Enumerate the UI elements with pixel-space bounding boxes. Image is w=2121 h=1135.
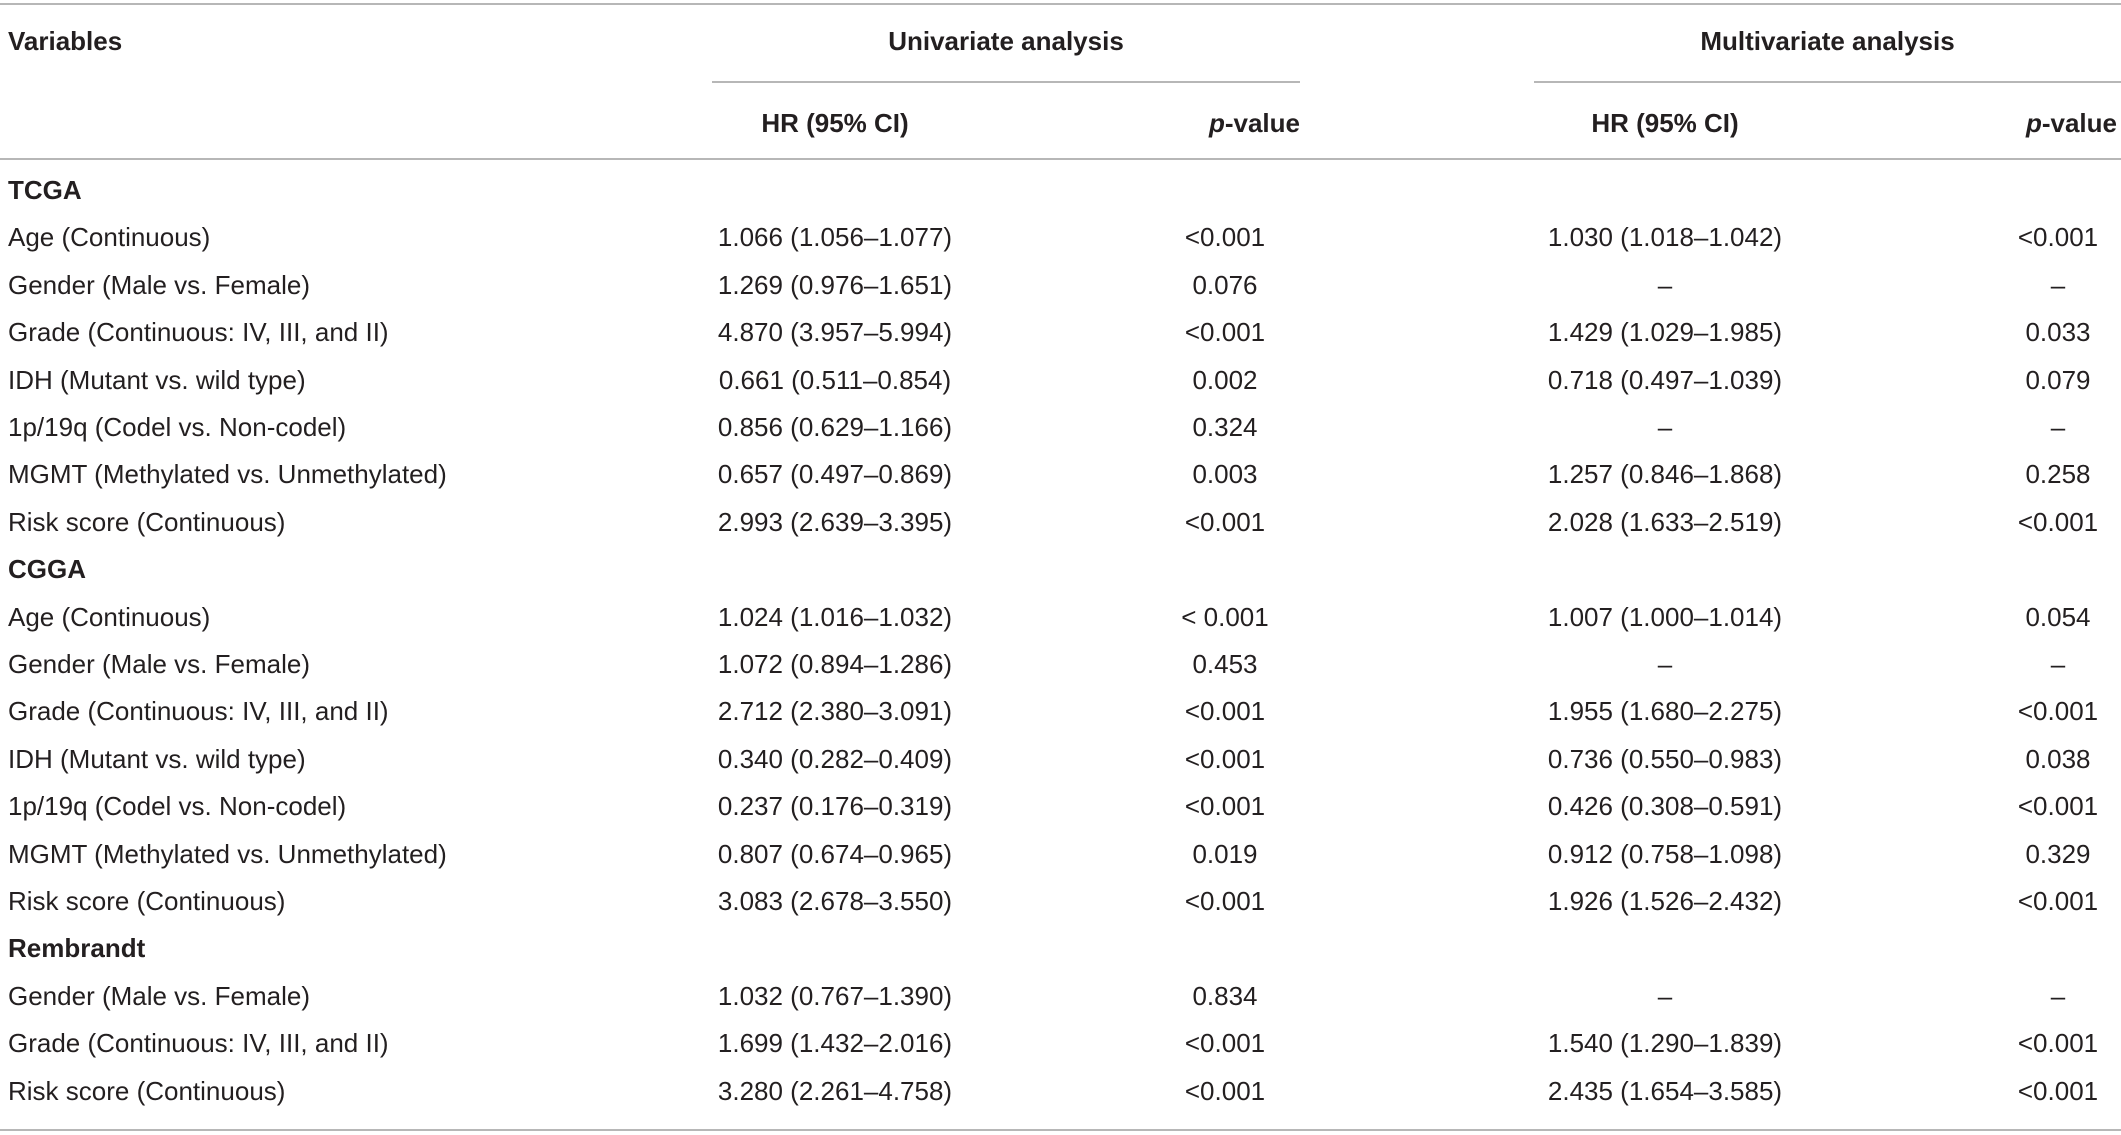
variable-cell: Age (Continuous) <box>8 602 211 632</box>
uni-hr-cell: 1.072 (0.894–1.286) <box>717 649 953 679</box>
variables-header: Variables <box>8 26 123 56</box>
uni-hr-cell: 0.856 (0.629–1.166) <box>717 412 953 442</box>
uni-p-header <box>1100 106 1300 140</box>
uni-hr-cell: 0.237 (0.176–0.319) <box>717 791 953 821</box>
multi-hr-header: HR (95% CI) <box>1591 108 1739 138</box>
uni-p-cell: 0.324 <box>1192 412 1258 442</box>
multi-p-cell: 0.258 <box>2025 459 2091 489</box>
uni-p-cell: <0.001 <box>1184 1076 1266 1106</box>
p-rest: -value <box>1224 108 1300 138</box>
variable-cell: 1p/19q (Codel vs. Non-codel) <box>8 412 347 442</box>
multi-hr-cell: 2.435 (1.654–3.585) <box>1547 1076 1783 1106</box>
uni-p-cell: <0.001 <box>1184 317 1266 347</box>
multi-p-cell: 0.329 <box>2025 839 2091 869</box>
multivariate-header: Multivariate analysis <box>1700 26 1955 56</box>
multi-p-cell: 0.033 <box>2025 317 2091 347</box>
uni-hr-cell: 4.870 (3.957–5.994) <box>717 317 953 347</box>
multi-hr-cell: 2.028 (1.633–2.519) <box>1547 507 1783 537</box>
uni-p-cell: <0.001 <box>1184 791 1266 821</box>
variable-cell: Gender (Male vs. Female) <box>8 981 310 1011</box>
multi-p-cell: <0.001 <box>2017 507 2099 537</box>
variable-cell: Gender (Male vs. Female) <box>8 270 310 300</box>
multi-p-cell: <0.001 <box>2017 1076 2099 1106</box>
multi-hr-cell: 1.007 (1.000–1.014) <box>1547 602 1783 632</box>
uni-p-cell: 0.076 <box>1192 270 1258 300</box>
section-heading: Rembrandt <box>8 933 146 963</box>
variable-cell: MGMT (Methylated vs. Unmethylated) <box>8 459 447 489</box>
uni-hr-cell: 1.024 (1.016–1.032) <box>717 602 953 632</box>
multi-p-cell: <0.001 <box>2017 886 2099 916</box>
variable-cell: Grade (Continuous: IV, III, and II) <box>8 317 389 347</box>
multi-hr-cell: – <box>1657 412 1673 442</box>
uni-p-cell: <0.001 <box>1184 222 1266 252</box>
multi-hr-cell: – <box>1657 981 1673 1011</box>
multi-hr-cell: 1.257 (0.846–1.868) <box>1547 459 1783 489</box>
multi-hr-cell: 1.429 (1.029–1.985) <box>1547 317 1783 347</box>
uni-hr-cell: 3.083 (2.678–3.550) <box>717 886 953 916</box>
variable-cell: Age (Continuous) <box>8 222 211 252</box>
uni-hr-cell: 3.280 (2.261–4.758) <box>717 1076 953 1106</box>
uni-p-cell: 0.019 <box>1192 839 1258 869</box>
uni-hr-cell: 2.993 (2.639–3.395) <box>717 507 953 537</box>
multi-p-cell: 0.054 <box>2025 602 2091 632</box>
multi-p-cell: – <box>2050 649 2066 679</box>
variable-cell: MGMT (Methylated vs. Unmethylated) <box>8 839 447 869</box>
variable-cell: IDH (Mutant vs. wild type) <box>8 744 306 774</box>
uni-p-cell: 0.003 <box>1192 459 1258 489</box>
multi-hr-cell: 1.955 (1.680–2.275) <box>1547 696 1783 726</box>
uni-p-cell: <0.001 <box>1184 744 1266 774</box>
multi-hr-cell: 0.426 (0.308–0.591) <box>1547 791 1783 821</box>
multi-hr-cell: 0.912 (0.758–1.098) <box>1547 839 1783 869</box>
p-rest: -value <box>2041 108 2117 138</box>
uni-hr-cell: 0.340 (0.282–0.409) <box>717 744 953 774</box>
uni-hr-cell: 0.807 (0.674–0.965) <box>717 839 953 869</box>
p-italic: p <box>2025 108 2042 138</box>
variable-cell: 1p/19q (Codel vs. Non-codel) <box>8 791 347 821</box>
variable-cell: Gender (Male vs. Female) <box>8 649 310 679</box>
uni-p-cell: <0.001 <box>1184 1028 1266 1058</box>
multi-p-header <box>1921 106 2117 140</box>
uni-hr-cell: 0.657 (0.497–0.869) <box>717 459 953 489</box>
multi-p-cell: <0.001 <box>2017 222 2099 252</box>
multi-p-cell: – <box>2050 412 2066 442</box>
variable-cell: Risk score (Continuous) <box>8 1076 286 1106</box>
univariate-header: Univariate analysis <box>888 26 1124 56</box>
multi-hr-cell: 0.736 (0.550–0.983) <box>1547 744 1783 774</box>
multi-p-cell: <0.001 <box>2017 791 2099 821</box>
multi-hr-cell: 1.926 (1.526–2.432) <box>1547 886 1783 916</box>
variable-cell: Risk score (Continuous) <box>8 507 286 537</box>
multi-hr-cell: – <box>1657 270 1673 300</box>
multi-p-cell: – <box>2050 270 2066 300</box>
uni-hr-cell: 1.699 (1.432–2.016) <box>717 1028 953 1058</box>
uni-p-cell: <0.001 <box>1184 886 1266 916</box>
header-bottom-rule <box>0 158 2121 160</box>
uni-p-cell: 0.834 <box>1192 981 1258 1011</box>
top-rule <box>0 3 2121 5</box>
multivariate-underline <box>1534 81 2121 83</box>
uni-p-cell: <0.001 <box>1184 696 1266 726</box>
variable-cell: Grade (Continuous: IV, III, and II) <box>8 1028 389 1058</box>
multi-p-cell: <0.001 <box>2017 1028 2099 1058</box>
uni-p-cell: 0.453 <box>1192 649 1258 679</box>
uni-p-cell: < 0.001 <box>1181 602 1269 632</box>
multi-hr-cell: 1.540 (1.290–1.839) <box>1547 1028 1783 1058</box>
multi-p-cell: <0.001 <box>2017 696 2099 726</box>
uni-hr-header: HR (95% CI) <box>761 108 909 138</box>
uni-p-cell: 0.002 <box>1192 365 1258 395</box>
variable-cell: Risk score (Continuous) <box>8 886 286 916</box>
section-heading: TCGA <box>8 175 82 205</box>
uni-hr-cell: 1.269 (0.976–1.651) <box>717 270 953 300</box>
uni-hr-cell: 1.032 (0.767–1.390) <box>717 981 953 1011</box>
variable-cell: IDH (Mutant vs. wild type) <box>8 365 306 395</box>
bottom-rule <box>0 1129 2121 1131</box>
uni-hr-cell: 0.661 (0.511–0.854) <box>718 365 952 395</box>
variable-cell: Grade (Continuous: IV, III, and II) <box>8 696 389 726</box>
multi-hr-cell: 0.718 (0.497–1.039) <box>1547 365 1783 395</box>
p-italic: p <box>1208 108 1225 138</box>
uni-hr-cell: 2.712 (2.380–3.091) <box>717 696 953 726</box>
uni-p-cell: <0.001 <box>1184 507 1266 537</box>
univariate-underline <box>712 81 1300 83</box>
multi-hr-cell: 1.030 (1.018–1.042) <box>1547 222 1783 252</box>
uni-hr-cell: 1.066 (1.056–1.077) <box>717 222 953 252</box>
multi-p-cell: – <box>2050 981 2066 1011</box>
multi-p-cell: 0.038 <box>2025 744 2091 774</box>
multi-p-cell: 0.079 <box>2025 365 2091 395</box>
multi-hr-cell: – <box>1657 649 1673 679</box>
section-heading: CGGA <box>8 554 86 584</box>
